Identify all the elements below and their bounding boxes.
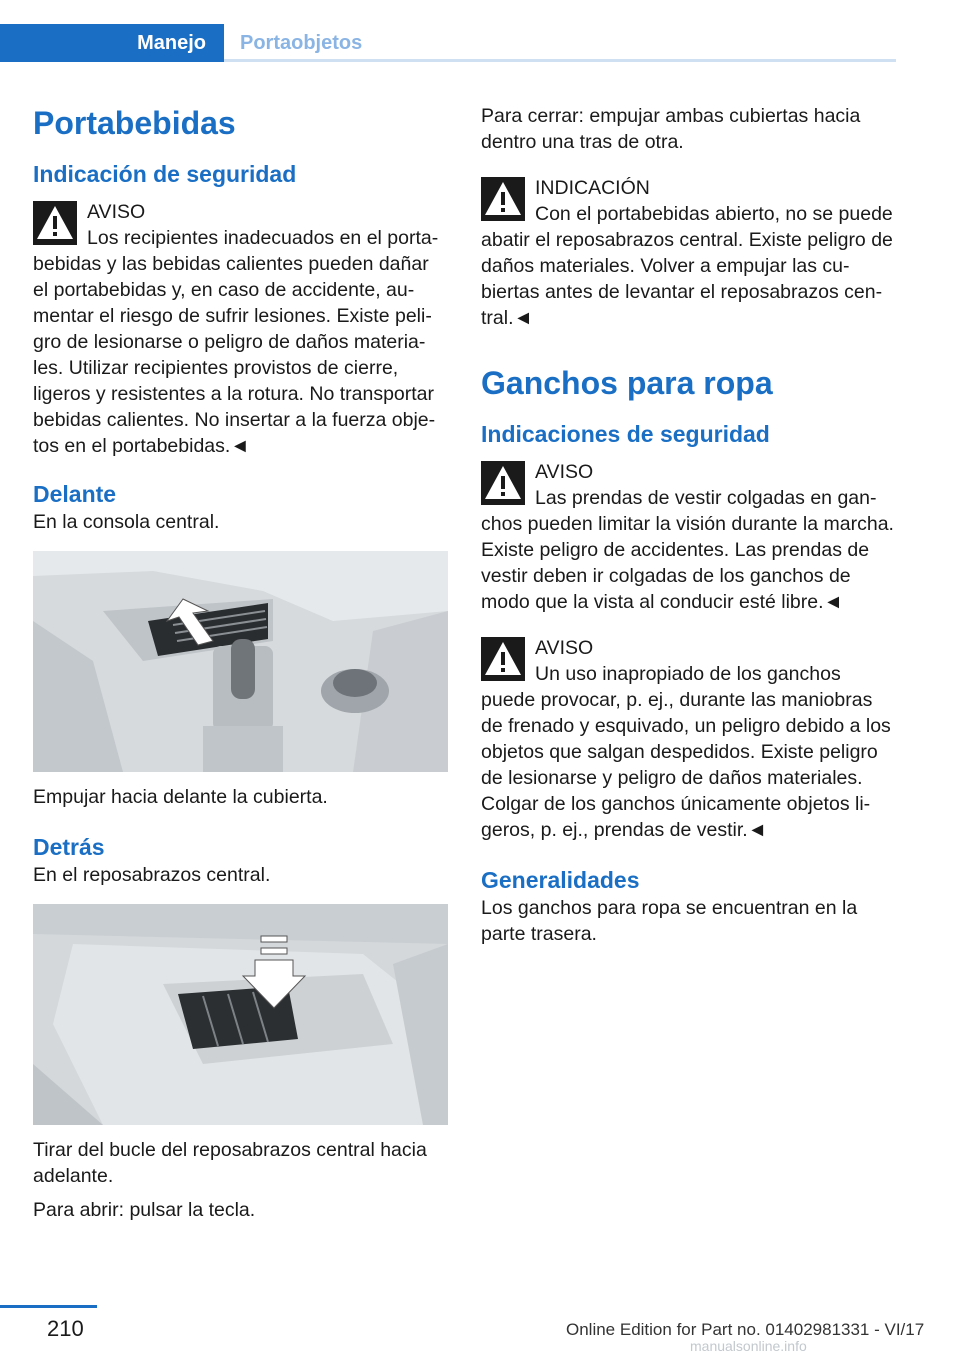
warning-notice xyxy=(33,199,448,459)
warning-label: AVISO xyxy=(535,637,594,659)
front-cupholder-figure xyxy=(33,551,448,772)
open-text: Para abrir: pulsar la tecla. xyxy=(33,1199,256,1221)
warning-triangle-icon xyxy=(33,201,77,245)
watermark: manualsonline.info xyxy=(690,1338,807,1354)
rear-cupholder-figure xyxy=(33,904,448,1125)
general-heading: Generalidades xyxy=(481,867,640,893)
header-rule xyxy=(224,59,896,62)
page-header xyxy=(0,0,960,62)
rear-text: En el reposabrazos central. xyxy=(33,864,271,886)
rear-caption: Tirar del bucle del reposabrazos central hacia adelante. xyxy=(33,1139,427,1187)
warning-text: Los recipientes inadecuados en el portabebidas y las bebidas calientes pueden dañar el portabebidas y, en caso de accidente, aumentar el riesgo de sufrir lesiones. Existe peligro de lesionarse o peligro de daños materiales. Utilizar recipientes provistos de cierre, ligeros y resistentes a la rotura. No transportar bebidas calientes. No insertar a la fuerza objetos en el portabebidas.◄ xyxy=(33,227,439,457)
warning-notice xyxy=(481,635,896,843)
warning-label: AVISO xyxy=(87,201,146,223)
armrest-illustration xyxy=(33,904,448,1125)
hooks-title: Ganchos para ropa xyxy=(481,365,773,401)
subsection-tab: Portaobjetos xyxy=(240,32,363,54)
warning-text: Un uso inapropiado de los ganchos puede provocar, p. ej., durante las maniobras de frenado y esquivado, un peligro debido a los objetos que salgan despedidos. Existe peligro de lesionarse y peligro de daños materiales. Colgar de los ganchos únicamente objetos ligeros, p. ej., prendas de vestir.◄ xyxy=(481,663,891,841)
left-column xyxy=(33,96,448,1223)
cupholder-title: Portabebidas xyxy=(33,105,236,141)
warning-triangle-icon xyxy=(481,461,525,505)
front-text: En la consola central. xyxy=(33,511,220,533)
note-text: Con el portabebidas abierto, no se puede abatir el reposabrazos central. Existe peligro de daños materiales. Volver a empujar las cubiertas antes de levantar el reposabrazos central.◄ xyxy=(481,203,893,329)
safety-heading: Indicación de seguridad xyxy=(33,161,297,187)
warning-triangle-icon xyxy=(481,637,525,681)
warning-label: AVISO xyxy=(535,461,594,483)
section-tab: Manejo xyxy=(0,24,224,62)
front-caption: Empujar hacia delante la cubierta. xyxy=(33,786,328,808)
front-heading: Delante xyxy=(33,481,117,507)
warning-triangle-icon xyxy=(481,177,525,221)
rear-heading: Detrás xyxy=(33,834,105,860)
hooks-safety-heading: Indicaciones de seguridad xyxy=(481,421,770,447)
edition-label: Online Edition for Part no. 01402981331 - VI/17 xyxy=(566,1320,925,1339)
right-column xyxy=(481,103,896,947)
footer-rule xyxy=(0,1305,97,1308)
page-number: 210 xyxy=(47,1316,84,1341)
general-text: Los ganchos para ropa se encuentran en la parte trasera. xyxy=(481,897,858,945)
warning-notice xyxy=(481,459,896,615)
warning-text: Las prendas de vestir colgadas en ganchos pueden limitar la visión durante la marcha. Existe peligro de accidentes. Las prendas de vestir deben ir colgadas de los ganchos de modo que la vista al conducir esté libre.◄ xyxy=(481,487,894,613)
close-text: Para cerrar: empujar ambas cubiertas hacia dentro una tras de otra. xyxy=(481,105,861,153)
note-label: INDICACIÓN xyxy=(535,177,650,199)
note-notice xyxy=(481,175,896,331)
console-illustration xyxy=(33,551,448,772)
